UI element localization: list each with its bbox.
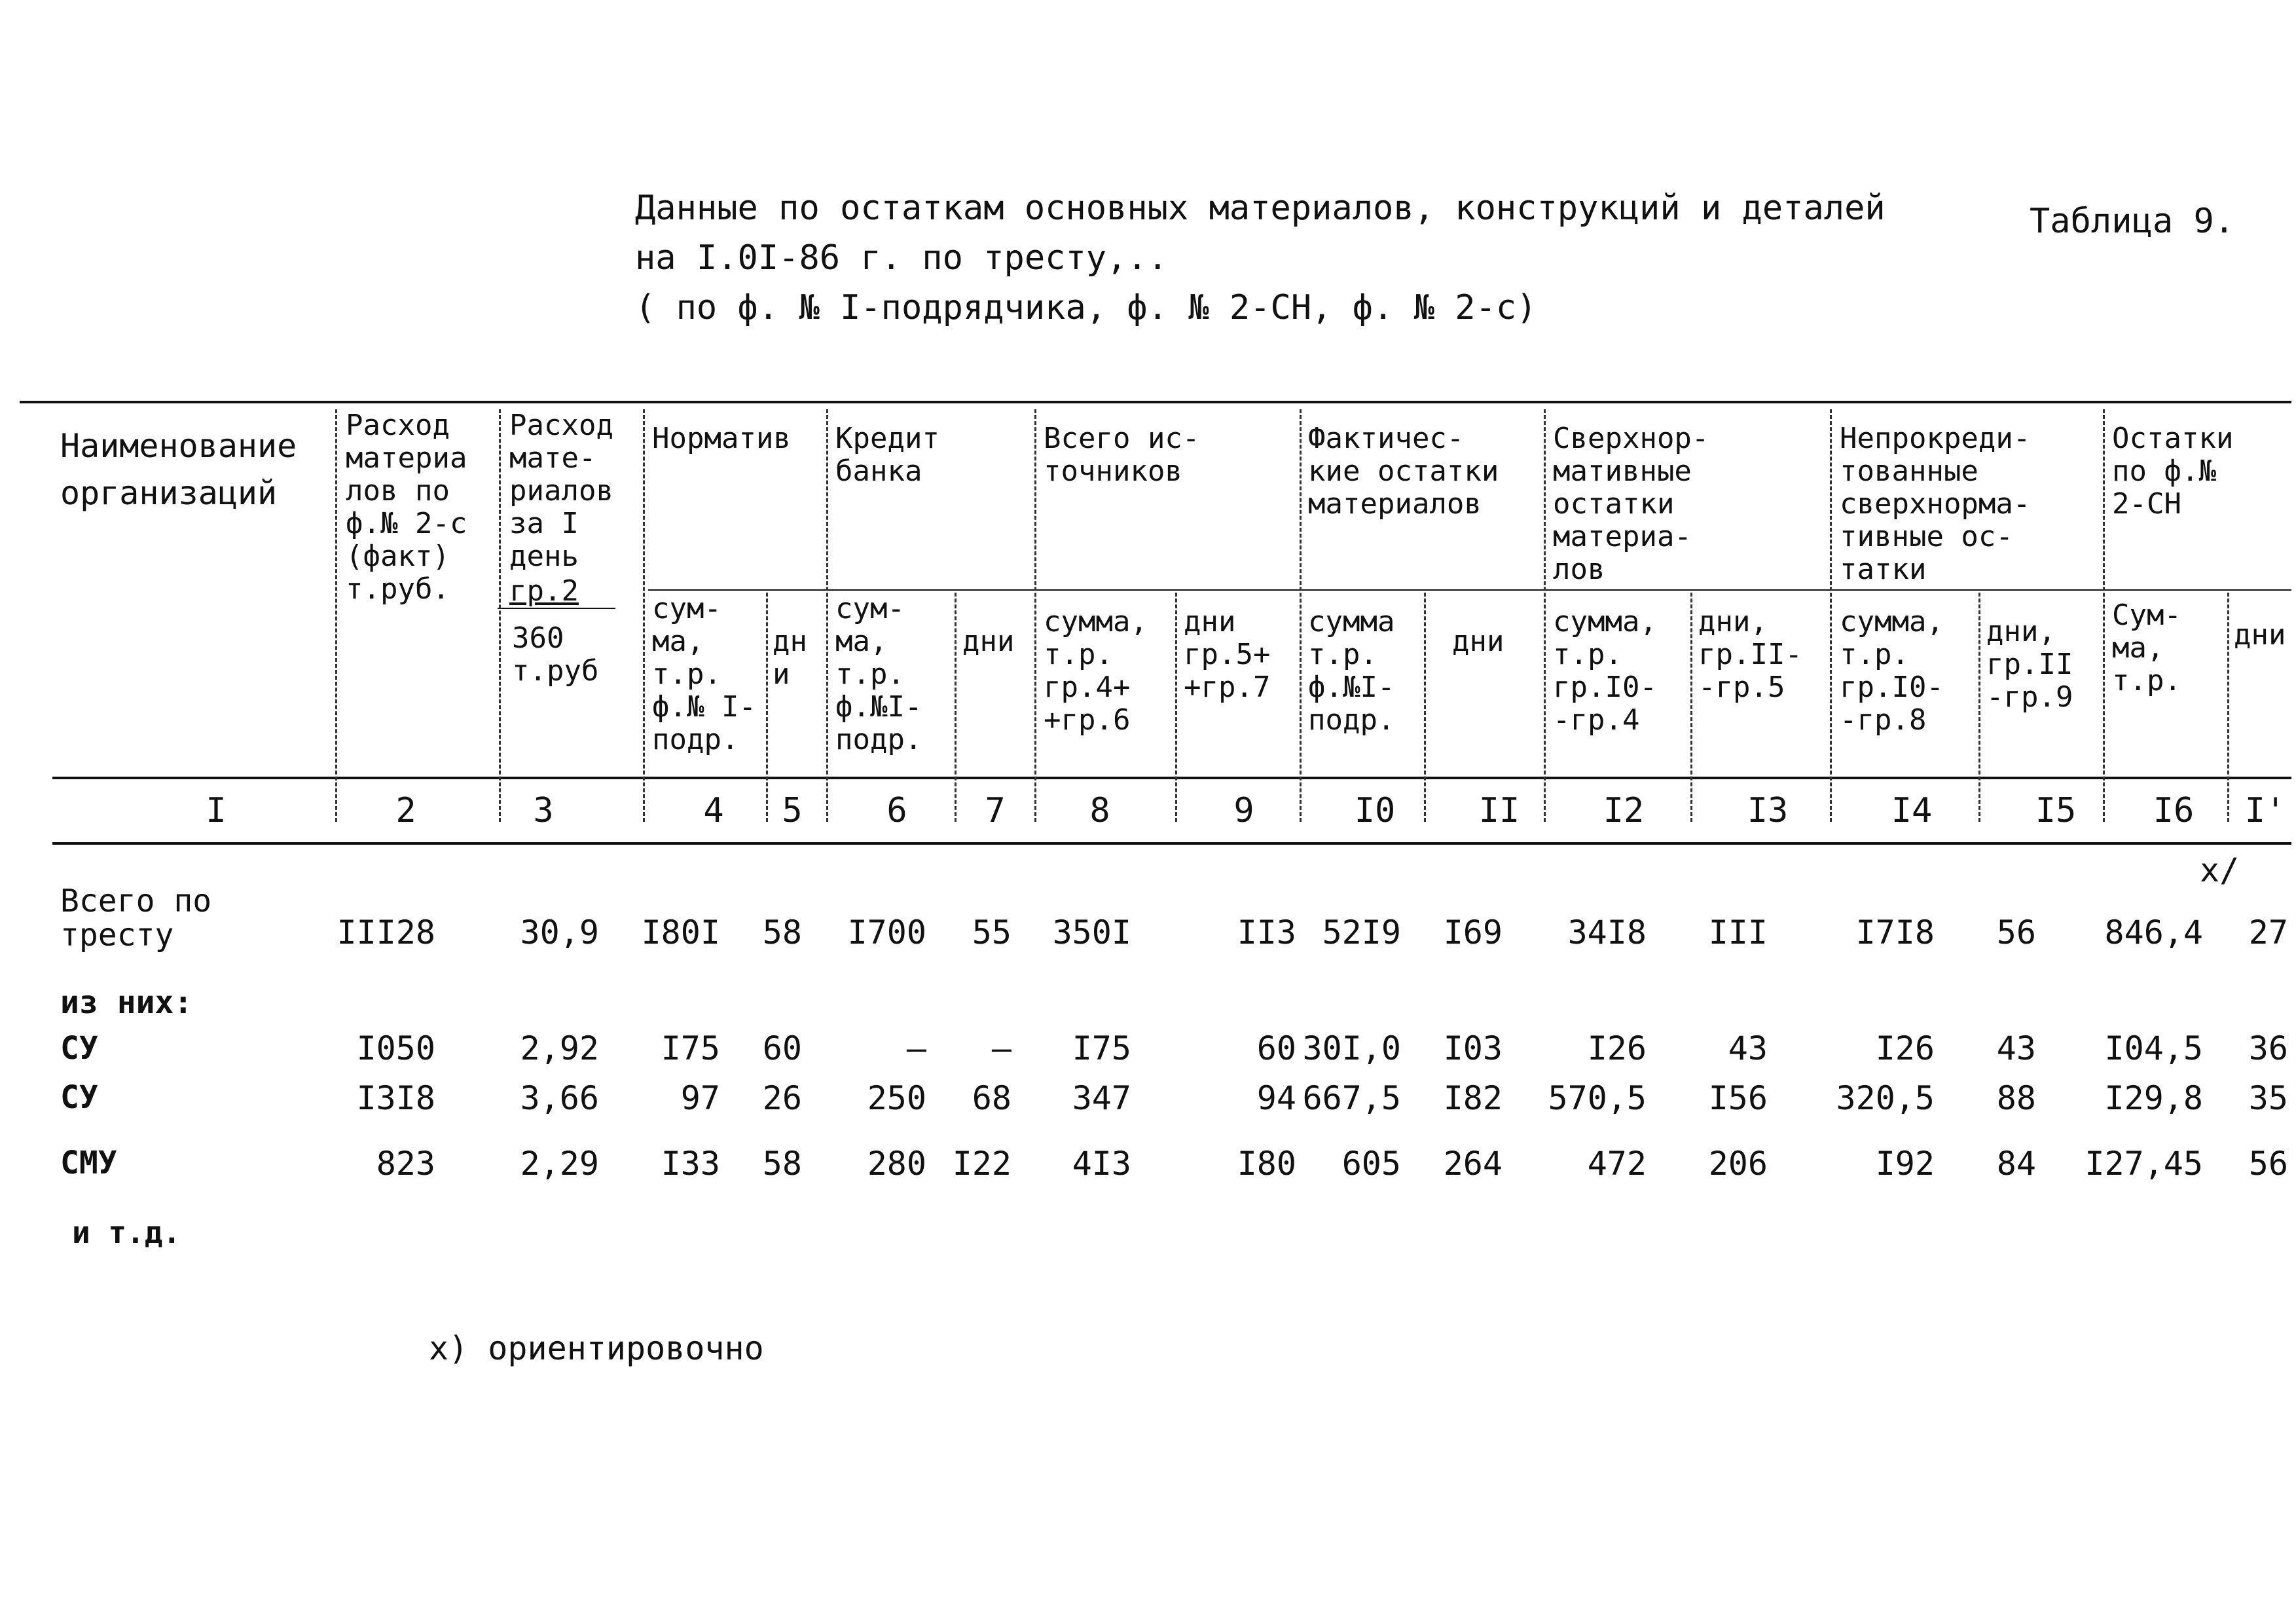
column-number: I [206, 791, 227, 830]
table-cell: – [906, 1029, 926, 1067]
header-ostatki: Остатки по ф.№ 2-СН [2112, 422, 2234, 521]
col-separator [1978, 593, 1980, 822]
column-number: 9 [1233, 791, 1254, 830]
col-separator [1300, 409, 1302, 822]
table-cell: 52I9 [1322, 913, 1401, 951]
row-label-smu: СМУ [60, 1145, 117, 1181]
header-c3: Расход мате- риалов за I день [509, 409, 613, 573]
table-cell: 30I,0 [1302, 1029, 1401, 1067]
table-cell: 250 [867, 1079, 926, 1117]
column-number: 6 [886, 791, 907, 830]
table-cell: I75 [1072, 1029, 1131, 1067]
table-cell: 823 [376, 1145, 435, 1183]
document-title-line-2: на I.0I-86 г. по тресту,.. [635, 238, 1168, 278]
table-cell: III [1708, 913, 1768, 951]
table-cell: 206 [1708, 1145, 1768, 1183]
table-cell: III28 [337, 913, 435, 951]
table-cell: 846,4 [2104, 913, 2203, 951]
col-separator [499, 409, 501, 822]
table-cell: 667,5 [1302, 1079, 1401, 1117]
column-number: 2 [395, 791, 416, 830]
table-cell: I26 [1587, 1029, 1647, 1067]
column-number: I2 [1603, 791, 1645, 830]
table-cell: I33 [661, 1145, 720, 1183]
table-cell: I69 [1443, 913, 1503, 951]
column-number: I' [2244, 791, 2286, 830]
header-c11: дни [1452, 625, 1504, 658]
column-number: 3 [533, 791, 554, 830]
col-separator [955, 593, 957, 822]
header-c13: дни, гр.II- -гр.5 [1698, 605, 1802, 704]
column-number: 8 [1089, 791, 1110, 830]
table-cell: 34I8 [1567, 913, 1647, 951]
col-separator [826, 409, 828, 822]
header-neprokr: Непрокреди- тованные сверхнорма- тивные ос- татки [1840, 422, 2031, 586]
footnote-mark: x/ [2200, 851, 2240, 889]
table-top-rule [20, 401, 2291, 403]
table-cell: 56 [1996, 913, 2036, 951]
table-cell: I050 [356, 1029, 435, 1067]
header-normativ: Норматив [652, 422, 791, 455]
header-bottom-rule [52, 777, 2291, 779]
table-cell: 58 [762, 1145, 802, 1183]
header-c9: дни гр.5+ +гр.7 [1184, 605, 1271, 704]
header-c15: дни, гр.II -гр.9 [1986, 615, 2073, 714]
header-c2: Расход материа лов по ф.№ 2-с (факт) т.руб. [346, 409, 467, 606]
row-label-of-them: из них: [60, 984, 193, 1021]
table-cell: I80 [1237, 1145, 1296, 1183]
column-number: 4 [703, 791, 724, 830]
row-label-su-2: СУ [60, 1079, 98, 1116]
table-cell: – [991, 1029, 1011, 1067]
table-cell: II3 [1237, 913, 1296, 951]
header-org-name: Наименование организаций [60, 427, 297, 512]
header-c10: сумма т.р. ф.№I- подр. [1308, 605, 1395, 737]
table-cell: 68 [972, 1079, 1011, 1117]
table-cell: I700 [847, 913, 926, 951]
header-c12: сумма, т.р. гр.I0- -гр.4 [1553, 605, 1657, 737]
table-cell: 320,5 [1836, 1079, 1935, 1117]
table-cell: I80I [641, 913, 720, 951]
table-label: Таблица 9. [2030, 202, 2235, 241]
table-cell: 43 [1996, 1029, 2036, 1067]
table-cell: I27,45 [2085, 1145, 2203, 1183]
table-cell: I82 [1443, 1079, 1503, 1117]
header-c16: Сум- ма, т.р. [2112, 599, 2181, 697]
row-label-total: Всего по тресту [60, 883, 212, 953]
header-c6: сум- ма, т.р. ф.№I- подр. [835, 592, 922, 756]
table-cell: I29,8 [2104, 1079, 2203, 1117]
table-cell: 60 [1256, 1029, 1296, 1067]
col-separator [335, 409, 337, 822]
table-cell: 350I [1052, 913, 1131, 951]
table-cell: 36 [2248, 1029, 2288, 1067]
header-c8: сумма, т.р. гр.4+ +гр.6 [1044, 605, 1148, 737]
table-cell: I92 [1875, 1145, 1935, 1183]
table-cell: 35 [2248, 1079, 2288, 1117]
footnote: x) ориентировочно [429, 1329, 764, 1367]
table-cell: 94 [1256, 1079, 1296, 1117]
etc-note: и т.д. [72, 1215, 181, 1250]
table-cell: 4I3 [1072, 1145, 1131, 1183]
col-separator [1544, 409, 1546, 822]
column-number: 5 [782, 791, 803, 830]
table-cell: 43 [1728, 1029, 1768, 1067]
header-c3-fraction-top: гр.2 [509, 574, 579, 608]
table-cell: 570,5 [1548, 1079, 1647, 1117]
table-cell: 60 [762, 1029, 802, 1067]
table-cell: 56 [2248, 1145, 2288, 1183]
column-number: I5 [2035, 791, 2077, 830]
table-cell: 264 [1443, 1145, 1503, 1183]
table-cell: 88 [1996, 1079, 2036, 1117]
table-cell: 26 [762, 1079, 802, 1117]
col-separator [2227, 593, 2229, 822]
table-cell: I26 [1875, 1029, 1935, 1067]
table-cell: 3,66 [520, 1079, 599, 1117]
header-c7: дни [962, 625, 1015, 658]
subheader-rule [648, 589, 2291, 591]
header-kredit: Кредит банка [835, 422, 939, 488]
table-cell: 2,92 [520, 1029, 599, 1067]
table-cell: 27 [2248, 913, 2288, 951]
header-c3-fraction-bottom: 360 т.руб [512, 621, 599, 688]
fraction-bar [498, 608, 615, 609]
table-cell: 280 [867, 1145, 926, 1183]
col-separator [1034, 409, 1036, 822]
column-number: I6 [2153, 791, 2195, 830]
header-c17: дни [2234, 618, 2286, 652]
column-number: I0 [1354, 791, 1396, 830]
table-cell: 2,29 [520, 1145, 599, 1183]
col-separator [1175, 593, 1177, 822]
table-cell: I56 [1708, 1079, 1768, 1117]
col-separator [1690, 593, 1692, 822]
col-separator [643, 409, 645, 822]
header-c14: сумма, т.р. гр.I0- -гр.8 [1840, 605, 1944, 737]
table-cell: I75 [661, 1029, 720, 1067]
header-c4: сум- ма, т.р. ф.№ I- подр. [652, 592, 756, 756]
table-cell: 55 [972, 913, 1011, 951]
table-cell: 97 [680, 1079, 720, 1117]
table-cell: I3I8 [356, 1079, 435, 1117]
table-cell: 30,9 [520, 913, 599, 951]
column-number: II [1478, 791, 1520, 830]
table-cell: I03 [1443, 1029, 1503, 1067]
column-number-rule [52, 842, 2291, 845]
header-sverh: Сверхнор- мативные остатки материа- лов [1553, 422, 1709, 586]
col-separator [766, 593, 768, 822]
table-cell: 58 [762, 913, 802, 951]
table-cell: I22 [952, 1145, 1011, 1183]
table-cell: I04,5 [2104, 1029, 2203, 1067]
header-fakt: Фактичес- кие остатки материалов [1308, 422, 1499, 521]
column-number: I3 [1747, 791, 1789, 830]
table-cell: 347 [1072, 1079, 1131, 1117]
document-title-line-1: Данные по остаткам основных материалов, конструкций и деталей [635, 189, 1886, 228]
column-number: I4 [1891, 791, 1933, 830]
col-separator [1830, 409, 1832, 822]
table-cell: 84 [1996, 1145, 2036, 1183]
col-separator [1424, 593, 1426, 822]
document-title-line-3: ( по ф. № I-подрядчика, ф. № 2-СН, ф. № 2-с) [635, 288, 1537, 327]
row-label-su-1: СУ [60, 1030, 98, 1067]
header-c5: дн и [773, 625, 807, 691]
table-cell: I7I8 [1855, 913, 1935, 951]
col-separator [2103, 409, 2105, 822]
table-cell: 605 [1341, 1145, 1401, 1183]
column-number: 7 [985, 791, 1006, 830]
header-vsego: Всего ис- точников [1044, 422, 1200, 488]
table-cell: 472 [1587, 1145, 1647, 1183]
